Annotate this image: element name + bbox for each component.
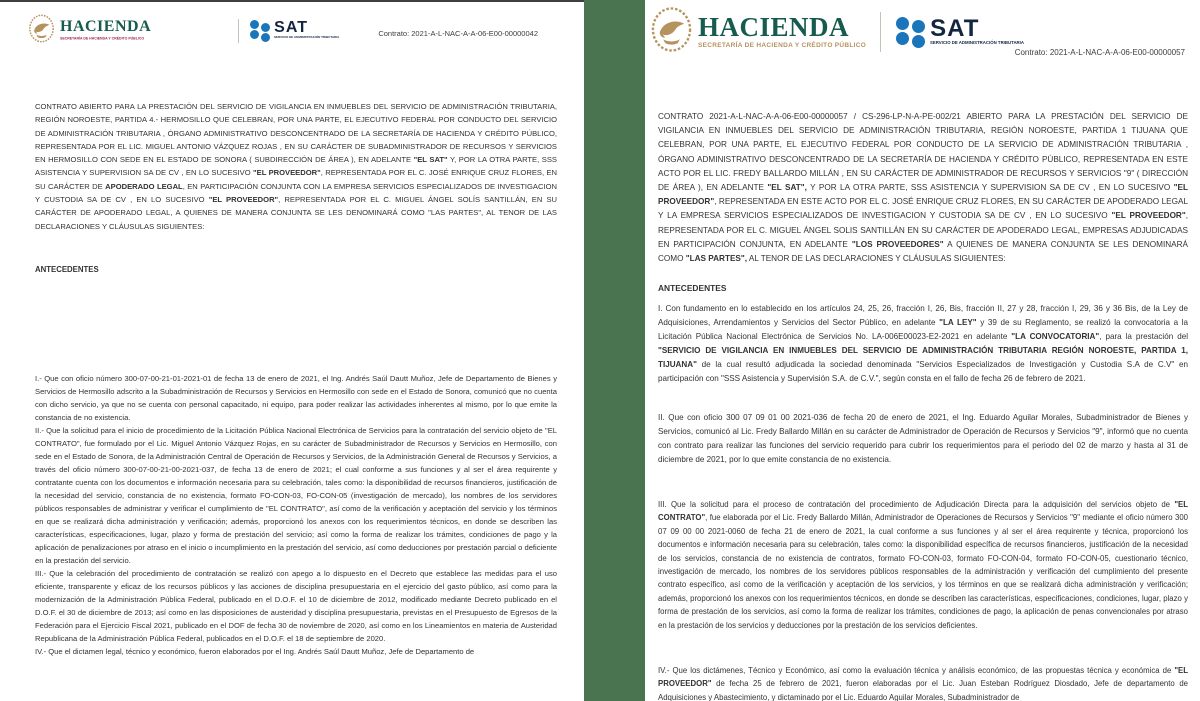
- section-paragraph: IV.- Que el dictamen legal, técnico y económico, fueron elaborados por el Ing. Andrés Saúl Dautt Muñoz, Jefe de Departamento de: [35, 647, 475, 656]
- antecedentes-heading: ANTECEDENTES: [35, 265, 99, 274]
- section-paragraph: I. Con fundamento en lo establecido en los artículos 24, 25, 26, fracción I, 26, Bis, fracción II, 27 y 28, fracción I, 29, 36 y 36 Bis, de la Ley de Adquisiciones, Arrendamientos y Servicios del Sector Público, en adelante "LA LEY" y 39 de su Reglamento, se realizó la convocatoria a la Licitación Pública Nacional Electrónica de Servicios No. LA-006E00023-E2-2021 en adelante "LA CONVOCATORIA", para la prestación del "SERVICIO DE VIGILANCIA EN INMUEBLES DEL SERVICIO DE ADMINISTRACIÓN TRIBUTARIA REGIÓN NOROESTE, PARTIDA 1, TIJUANA" de la cual resultó adjudicada la sociedad denominada "Servicios Especializados de Investigación y Custodia S.A de C.V" en participación con "SSS Asistencia y Supervisión S.A. de C.V.", según consta en el fallo de fecha 26 de febrero de 2021.: [658, 304, 1188, 383]
- intro-paragraph: CONTRATO ABIERTO PARA LA PRESTACIÓN DEL SERVICIO DE VIGILANCIA EN INMUEBLES DEL SERVICIO DE ADMINISTRACIÓN TRIBUTARIA, REGIÓN NOROESTE, PARTIDA 4.- HERMOSILLO QUE CELEBRAN, POR UNA PARTE, EL EJECUTIVO FEDERAL POR CONDUCTO DEL SERVICIO DE ADMINISTRACIÓN TRIBUTARIA , ÓRGANO ADMINISTRATIVO DESCONCENTRADO DE LA SECRETARÍA DE HACIENDA Y CRÉDITO PÚBLICO, REPRESENTADA POR EL LIC. MIGUEL ANTONIO VÁZQUEZ ROJAS , EN SU CARÁCTER DE SUBADMINISTRADOR DE RECURSOS Y SERVICIOS EN HERMOSILLO CON SEDE EN EL ESTADO DE SONORA ( SUBDIRECCIÓN DE ÁREA ), EN ADELANTE "EL SAT" Y, POR LA OTRA PARTE, SSS ASISTENCIA Y SUPERVISION SA DE CV , EN LO SUCESIVO "EL PROVEEDOR", REPRESENTADA POR EL C. JOSÉ ENRIQUE CRUZ FLORES, EN SU CARÁCTER DE APODERADO LEGAL, EN PARTICIPACIÓN CONJUNTA CON LA EMPRESA SERVICIOS ESPECIALIZADOS DE INVESTIGACION Y CUSTODIA SA DE CV , EN LO SUCESIVO "EL PROVEEDOR", REPRESENTADA POR EL C. MIGUEL ÁNGEL SOLÍS SANTILLÁN, EN SU CARÁCTER DE APODERADO LEGAL, A QUIENES DE MANERA CONJUNTA SE LES DENOMINARÁ COMO "LAS PARTES", AL TENOR DE LAS DECLARACIONES Y CLÁUSULAS SIGUIENTES:: [35, 102, 557, 231]
- sat-subtitle: SERVICIO DE ADMINISTRACIÓN TRIBUTARIA: [930, 41, 1025, 46]
- mexico-eagle-emblem-icon: [650, 6, 693, 58]
- section-paragraph: III. Que la solicitud para el proceso de contratación del procedimiento de Adjudicación Directa para la adquisición del servicios objeto de "EL CONTRATO", fue elaborada por el Lic. Fredy Ballardo Millán, Administrador de Operaciones de Recursos y Servicios "9" mediante el oficio número 300 07 09 00 00 2021-0060 de fecha 21 de enero de 2021, la cual conforme a sus funciones y al ser el área requirente y técnica, proporcionó los documentos e información necesaria para su celebración, tales como: la disponibilidad específica de recursos financieros, justificación de la necesidad de los servicios, constancia de no existencia de contratos, formato FO-CON-03, formato FO-CON-04, formato FO-CON-05, cuestionario técnico, investigación de mercado, los nombres de los servidores públicos responsables de la administración y verificación del cumplimiento del presente contrato específico, así como de la verificación y aceptación de los servicios, y los términos en que se realizará dicha administración y verificación; además, proporcionó los anexos con los requerimientos técnicos, en donde se describen las características, especificaciones, condiciones, lugar, plazo y forma de prestación de los servicios, así como la forma de realizar los trámites, condiciones de pago, la aplicación de penas convencionales por atraso en la prestación de los servicios y deducciones por la prestación de los servicios deficientes.: [658, 500, 1188, 630]
- sat-subtitle: SERVICIO DE ADMINISTRACIÓN TRIBUTARIA: [274, 36, 340, 39]
- sat-logo: [895, 16, 1061, 49]
- page-gutter: [584, 0, 645, 701]
- antecedentes-sections: [35, 372, 557, 701]
- sat-dots-icon: [249, 20, 270, 43]
- contract-page-tijuana: [645, 0, 1200, 701]
- hacienda-wordmark: [60, 19, 228, 44]
- hacienda-title: HACIENDA: [698, 12, 850, 43]
- antecedentes-heading: ANTECEDENTES: [658, 283, 727, 293]
- sat-wordmark: SAT: [930, 15, 980, 42]
- contract-page-hermosillo: [0, 0, 584, 701]
- hacienda-title: HACIENDA: [60, 17, 152, 35]
- section-paragraph: II. Que con oficio 300 07 09 01 00 2021-036 de fecha 20 de enero de 2021, el Ing. Eduardo Aguilar Morales, Subadministrador de Bienes y Servicios, comunicó al Lic. Fredy Ballardo Millán en su carácter de Administrador de Operación de Recursos y Servicios "9", informó que no cuenta con contrato para realizar las funciones del servicio requerido para cubrir los requerimientos para el periodo del 02 de marzo y hasta al 31 de diciembre de 2021, por lo que emite constancia de no existencia.: [658, 413, 1188, 464]
- sat-dots-icon: [895, 16, 926, 49]
- contract-number: Contrato: 2021-A-L-NAC-A-A-06-E00-00000057: [1014, 48, 1185, 57]
- intro-paragraph: CONTRATO 2021-A-L-NAC-A-A-06-E00-00000057 / CS-296-LP-N-A-PE-002/21 ABIERTO PARA LA PRESTACIÓN DEL SERVICIO DE VIGILANCIA EN INMUEBLES DEL SERVICIO DE ADMINISTRACIÓN TRIBUTARIA, REGIÓN NOROESTE, PARTIDA 1 TIJUANA QUE CELEBRAN, POR UNA PARTE, EL EJECUTIVO FEDERAL POR CONDUCTO DE LA SERVICIO DE ADMINISTRACIÓN TRIBUTARIA , ÓRGANO ADMINISTRATIVO DESCONCENTRADO DE LA SECRETARÍA DE HACIENDA Y CRÉDITO PÚBLICO, REPRESENTADA EN ESTE ACTO POR EL LIC. FREDY BALLARDO MILLÁN , EN SU CARÁCTER DE ADMINISTRADOR DE RECURSOS Y SERVICIOS "9" ( DIRECCIÓN DE ÁREA ), EN ADELANTE "EL SAT", Y POR LA OTRA PARTE, SSS ASISTENCIA Y SUPERVISION SA DE CV , EN LO SUCESIVO "EL PROVEEDOR", REPRESENTADA EN ESTE ACTO POR EL C. JOSÉ ENRIQUE CRUZ FLORES, EN SU CARÁCTER DE APODERADO LEGAL Y LA EMPRESA SERVICIOS ESPECIALIZADOS DE INVESTIGACION Y CUSTODIA SA DE CV , EN LO SUCESIVO "EL PROVEEDOR", REPRESENTADA POR EL C. MIGUEL ÁNGEL SOLIS SANTILLÁN EN SU CARÁCTER DE APODERADO LEGAL, EMPRESAS ADJUDICADAS EN PARTICIPACIÓN CONJUNTA, EN ADELANTE "LOS PROVEEDORES" A QUIENES DE MANERA CONJUNTA SE LES DENOMINARÁ COMO "LAS PARTES", AL TENOR DE LAS DECLARACIONES Y CLÁUSULAS SIGUIENTES:: [658, 112, 1189, 264]
- contract-number: Contrato: 2021-A-L-NAC-A-A-06-E00-00000042: [378, 29, 538, 38]
- hacienda-wordmark: [698, 14, 866, 50]
- logo-divider: [880, 12, 881, 52]
- section-paragraph: III.- Que la celebración del procedimiento de contratación se realizó con apego a lo dispuesto en el Decreto que establece las medidas para el uso eficiente, transparente y eficaz de los recursos públicos y las acciones de disciplina presupuestaria en el ejercicio del gasto público, así como para la modernización de la Administración Pública Federal, publicado en el D.O.F. el 10 de diciembre de 2012, modificado mediante Decreto publicado en el D.O.F. el 30 de diciembre de 2013; así como en las disposiciones de austeridad y disciplina presupuestaria, previstas en el Presupuesto de Egresos de la Federación para el Ejercicio Fiscal 2021, publicado en el DOF de fecha 30 de noviembre de 2020, así como en los Lineamientos en materia de Austeridad Republicana de la Administración Pública Federal, publicados en el D.O.F. el 18 de septiembre de 2020.: [35, 569, 557, 643]
- logo-divider: [238, 19, 239, 43]
- section-paragraph: I.- Que con oficio número 300-07-00-21-01-2021-01 de fecha 13 de enero de 2021, el Ing. Andrés Saúl Dautt Muñoz, Jefe de Departamento de Bienes y Servicios de Hermosillo adscrito a la Subadministración de Recursos y Servicios en Hermosillo con sede en el Estado de Sonora, comunicó que no cuenta con dicho servicio, ya que no se cuenta con personal capacitado, ni equipo, para poder realizar las actividades inherentes al mismo, por lo que emite la constancia de no existencia.: [35, 374, 557, 422]
- hacienda-subtitle: SECRETARÍA DE HACIENDA Y CRÉDITO PÚBLICO: [60, 36, 145, 40]
- section-paragraph: IV.- Que los dictámenes, Técnico y Económico, así como la evaluación técnica y análisis económico, de las propuestas técnica y económica de "EL PROVEEDOR" de fecha 25 de febrero de 2021, fueron elaboradas por el Lic. Juan Esteban Rodríguez Diosdado, Jefe de departamento de Adquisiciones y Abastecimiento, y dictaminado por el Lic. Eduardo Aguilar Morales, Subadministrador de: [658, 666, 1188, 701]
- section-paragraph: II.- Que la solicitud para el inicio de procedimiento de la Licitación Pública Nacional Electrónica de Servicios para la contratación del servicio objeto de "EL CONTRATO", fue formulado por el Lic. Miguel Antonio Vázquez Rojas, en su carácter de Subadministrador de Recursos y Servicios en Hermosillo, con sede en el Estado de Sonora, de la Administración Central de Operación de Recursos y Servicios, de la Administración General de Recursos y Servicios, a través del oficio número 300-07-00-21-00-2021-037, de fecha 13 de enero de 2021; el cual conforme a sus funciones y al ser el área requirente y contratante cuenta con los documentos e información necesaria para su celebración, tales como: la disponibilidad de recursos financieros, justificación de la necesidad del servicio, constancia de no existencia, formato FO-CON-03, FO-CON-05 (investigación de mercado), los nombres de los servidores públicos responsables de administrar y verificar el cumplimiento de "EL CONTRATO", así como de la verificación y aceptación del servicio y los términos en que se realizará dicha administración y verificación; además, proporcionó los anexos con los requerimientos técnicos, en donde se describen las características, especificaciones, lugar, plazo y forma de prestación del servicio; así como la forma de realizar los trámites, condiciones de pago y la aplicación de penalizaciones por atraso en el inicio o incumplimiento en la prestación del servicio, así como deducciones por prestación parcial o deficiente en la prestación del servicio.: [35, 426, 557, 565]
- hacienda-subtitle: SECRETARÍA DE HACIENDA Y CRÉDITO PÚBLICO: [698, 42, 867, 50]
- sat-wordmark: SAT: [274, 19, 308, 36]
- mexico-eagle-emblem-icon: [28, 13, 55, 49]
